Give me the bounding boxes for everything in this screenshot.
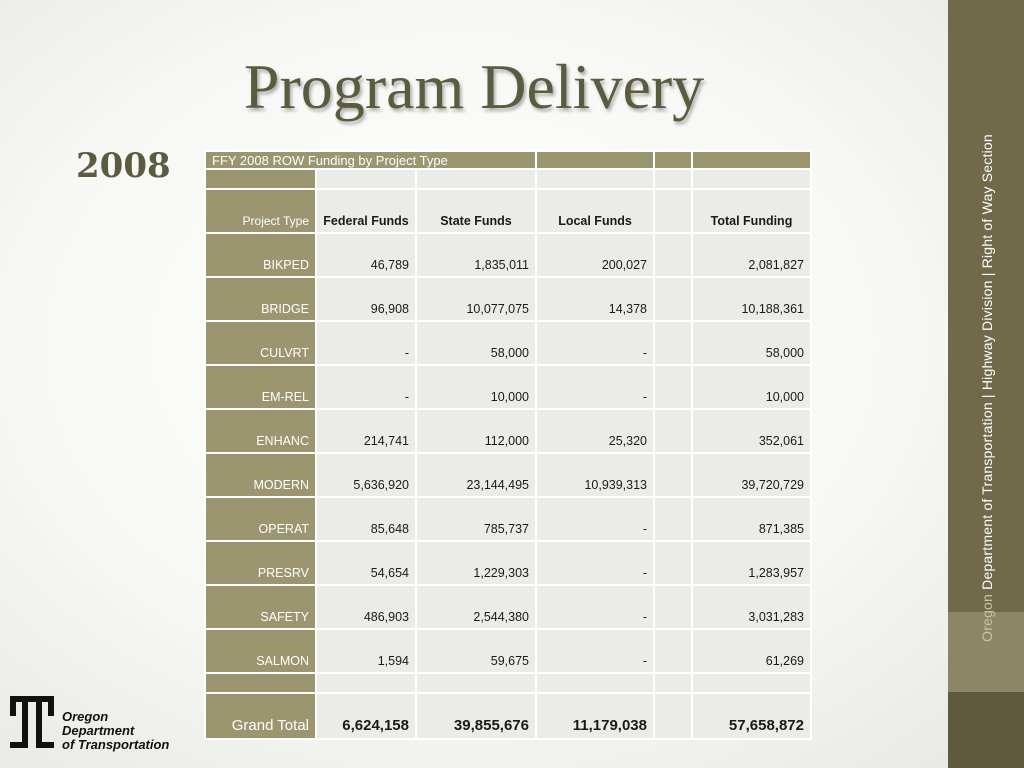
federal-cell: 85,648: [316, 497, 416, 541]
federal-cell: 6,624,158: [316, 693, 416, 739]
funding-table: [204, 150, 812, 740]
blank-cell: [654, 541, 692, 585]
project-type-cell: OPERAT: [205, 497, 316, 541]
state-cell: 10,000: [416, 365, 536, 409]
blank-cell: [654, 233, 692, 277]
blank-cell: [654, 365, 692, 409]
year-label: 2008: [76, 146, 171, 186]
table-row: [205, 365, 811, 409]
total-cell: 3,031,283: [692, 585, 811, 629]
blank-cell: [654, 453, 692, 497]
local-cell: 10,939,313: [536, 453, 654, 497]
blank-cell: [654, 585, 692, 629]
sidebar-rest-text: Department of Transportation | Highway Division | Right of Way Section: [979, 134, 995, 590]
table-row: [205, 629, 811, 673]
project-type-cell: BRIDGE: [205, 277, 316, 321]
total-cell: 61,269: [692, 629, 811, 673]
header-state-funds: State Funds: [416, 189, 536, 233]
federal-cell: 486,903: [316, 585, 416, 629]
state-cell: 58,000: [416, 321, 536, 365]
blank-cell: [654, 277, 692, 321]
state-cell: 59,675: [416, 629, 536, 673]
state-cell: 10,077,075: [416, 277, 536, 321]
header-total-funding: Total Funding: [692, 189, 811, 233]
federal-cell: 96,908: [316, 277, 416, 321]
local-cell: 200,027: [536, 233, 654, 277]
odot-logo-text: [62, 710, 169, 752]
federal-cell: -: [316, 365, 416, 409]
federal-cell: -: [316, 321, 416, 365]
header-local-funds: Local Funds: [536, 189, 654, 233]
spacer-row: [205, 169, 811, 189]
total-cell: 10,188,361: [692, 277, 811, 321]
table-row: [205, 321, 811, 365]
table-row: [205, 497, 811, 541]
header-federal-funds: Federal Funds: [316, 189, 416, 233]
logo-line-3: of Transportation: [62, 737, 170, 752]
sidebar-footer-text: [979, 134, 995, 642]
federal-cell: 54,654: [316, 541, 416, 585]
project-type-cell: MODERN: [205, 453, 316, 497]
federal-cell: 5,636,920: [316, 453, 416, 497]
odot-logo-icon: [8, 690, 56, 754]
total-cell: 10,000: [692, 365, 811, 409]
local-cell: -: [536, 321, 654, 365]
table-caption: FFY 2008 ROW Funding by Project Type: [205, 151, 536, 169]
total-cell: 58,000: [692, 321, 811, 365]
project-type-cell: EM-REL: [205, 365, 316, 409]
state-cell: 23,144,495: [416, 453, 536, 497]
header-blank: [654, 189, 692, 233]
federal-cell: 1,594: [316, 629, 416, 673]
project-type-cell: CULVRT: [205, 321, 316, 365]
total-cell: 2,081,827: [692, 233, 811, 277]
spacer-row: [205, 673, 811, 693]
table-caption-row: [205, 151, 811, 169]
project-type-cell: SAFETY: [205, 585, 316, 629]
blank-cell: [654, 693, 692, 739]
project-type-cell: PRESRV: [205, 541, 316, 585]
local-cell: -: [536, 629, 654, 673]
federal-cell: 46,789: [316, 233, 416, 277]
project-type-cell: BIKPED: [205, 233, 316, 277]
project-type-cell: SALMON: [205, 629, 316, 673]
project-type-cell: Grand Total: [205, 693, 316, 739]
odot-logo: [8, 690, 192, 754]
local-cell: -: [536, 497, 654, 541]
grand-total-row: [205, 693, 811, 739]
local-cell: 14,378: [536, 277, 654, 321]
blank-cell: [654, 409, 692, 453]
state-cell: 112,000: [416, 409, 536, 453]
table-row: [205, 277, 811, 321]
table-row: [205, 409, 811, 453]
state-cell: 785,737: [416, 497, 536, 541]
table-row: [205, 585, 811, 629]
state-cell: 2,544,380: [416, 585, 536, 629]
total-cell: 57,658,872: [692, 693, 811, 739]
federal-cell: 214,741: [316, 409, 416, 453]
table-row: [205, 233, 811, 277]
total-cell: 871,385: [692, 497, 811, 541]
project-type-cell: ENHANC: [205, 409, 316, 453]
sidebar-brand-text: Oregon: [979, 593, 995, 642]
state-cell: 1,835,011: [416, 233, 536, 277]
blank-cell: [654, 629, 692, 673]
local-cell: 11,179,038: [536, 693, 654, 739]
table-row: [205, 541, 811, 585]
column-header-row: [205, 189, 811, 233]
state-cell: 39,855,676: [416, 693, 536, 739]
sidebar-band-dark: [948, 692, 1024, 768]
local-cell: 25,320: [536, 409, 654, 453]
header-project-type: Project Type: [205, 189, 316, 233]
blank-cell: [654, 497, 692, 541]
logo-line-2: Department: [62, 723, 135, 738]
local-cell: -: [536, 585, 654, 629]
local-cell: -: [536, 541, 654, 585]
total-cell: 1,283,957: [692, 541, 811, 585]
logo-line-1: Oregon: [62, 709, 109, 724]
table-row: [205, 453, 811, 497]
slide-title: Program Delivery: [243, 51, 705, 122]
blank-cell: [654, 321, 692, 365]
total-cell: 352,061: [692, 409, 811, 453]
local-cell: -: [536, 365, 654, 409]
total-cell: 39,720,729: [692, 453, 811, 497]
state-cell: 1,229,303: [416, 541, 536, 585]
